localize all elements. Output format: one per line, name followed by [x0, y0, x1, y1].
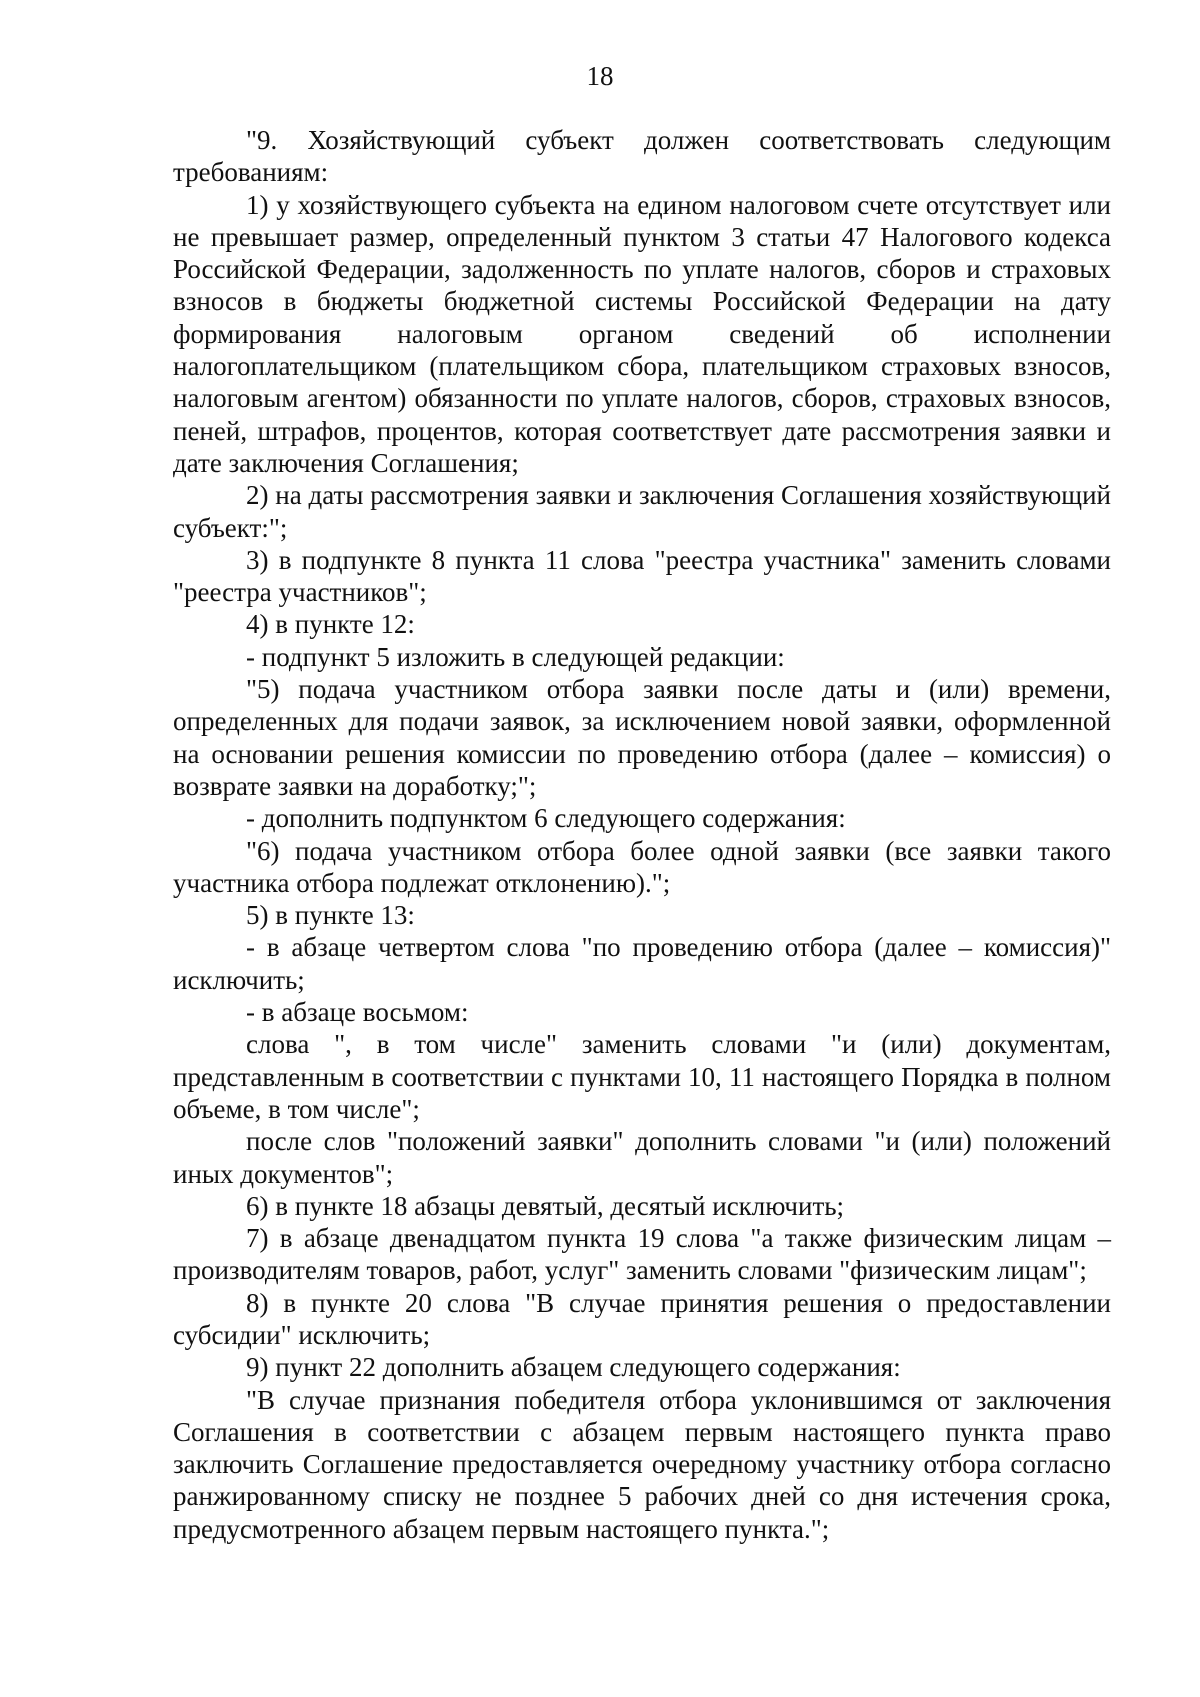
paragraph-amendment-4-quote-6: "6) подача участником отбора более одной заявки (все заявки такого участника отбора подлежат отклонению)."; — [173, 835, 1111, 898]
paragraph-amendment-4: 4) в пункте 12: — [246, 609, 415, 640]
paragraph-subitem-1: 1) у хозяйствующего субъекта на едином налоговом счете отсутствует или не превышает размер, определенный пунктом 3 статьи 47 Налогового кодекса Российской Федерации, задолженность по уплате налогов, сборов и страховых взносов в бюджеты бюджетной системы Российской Федерации на дату формирования налоговым органом сведений об исполнении налогоплательщиком (плательщиком сбора, плательщиком страховых взносов, налоговым агентом) обязанности по уплате налогов, сборов, страховых взносов, пеней, штрафов, процентов, которая соответствует дате рассмотрения заявки и дате заключения Соглашения; — [173, 189, 1111, 478]
paragraph-item-9-intro: "9. Хозяйствующий субъект должен соответствовать следующим требованиям: — [173, 125, 1111, 188]
paragraph-amendment-4-quote-5: "5) подача участником отбора заявки после даты и (или) времени, определенных для подачи заявок, за исключением новой заявки, оформленной на основании решения комиссии по проведению отбора (далее – комиссия) о возврате заявки на доработку;"; — [173, 674, 1111, 801]
paragraph-amendment-5-after-words: после слов "положений заявки" дополнить словами "и (или) положений иных документов"; — [173, 1126, 1111, 1189]
paragraph-amendment-9: 9) пункт 22 дополнить абзацем следующего содержания: — [246, 1352, 901, 1383]
document-body — [173, 124, 1111, 1545]
paragraph-amendment-7: 7) в абзаце двенадцатом пункта 19 слова "а также физическим лицам – производителям товаров, работ, услуг" заменить словами "физическим лицам"; — [173, 1223, 1111, 1286]
paragraph-amendment-5-dash-1: - в абзаце четвертом слова "по проведению отбора (далее – комиссия)" исключить; — [173, 932, 1111, 995]
paragraph-subitem-2: 2) на даты рассмотрения заявки и заключения Соглашения хозяйствующий субъект:"; — [173, 480, 1111, 543]
paragraph-amendment-8: 8) в пункте 20 слова "В случае принятия решения о предоставлении субсидии" исключить; — [173, 1287, 1111, 1350]
paragraph-amendment-5: 5) в пункте 13: — [246, 900, 415, 931]
paragraph-amendment-5-dash-2: - в абзаце восьмом: — [246, 997, 469, 1028]
page-number: 18 — [586, 61, 614, 91]
paragraph-amendment-3: 3) в подпункте 8 пункта 11 слова "реестра участника" заменить словами "реестра участников"; — [173, 544, 1111, 608]
paragraph-amendment-6: 6) в пункте 18 абзацы девятый, десятый исключить; — [246, 1190, 845, 1221]
paragraph-amendment-4-dash-1: - подпункт 5 изложить в следующей редакции: — [246, 641, 785, 672]
paragraph-amendment-5-words: слова ", в том числе" заменить словами "и (или) документам, представленным в соответствии с пунктами 10, 11 настоящего Порядка в полном объеме, в том числе"; — [173, 1029, 1111, 1124]
paragraph-amendment-4-dash-2: - дополнить подпунктом 6 следующего содержания: — [246, 803, 846, 834]
paragraph-amendment-9-quote: "В случае признания победителя отбора уклонившимся от заключения Соглашения в соответствии с абзацем первым настоящего пункта право заключить Соглашение предоставляется очередному участнику отбора согласно ранжированному списку не позднее 5 рабочих дней со дня истечения срока, предусмотренного абзацем первым настоящего пункта."; — [173, 1384, 1111, 1544]
